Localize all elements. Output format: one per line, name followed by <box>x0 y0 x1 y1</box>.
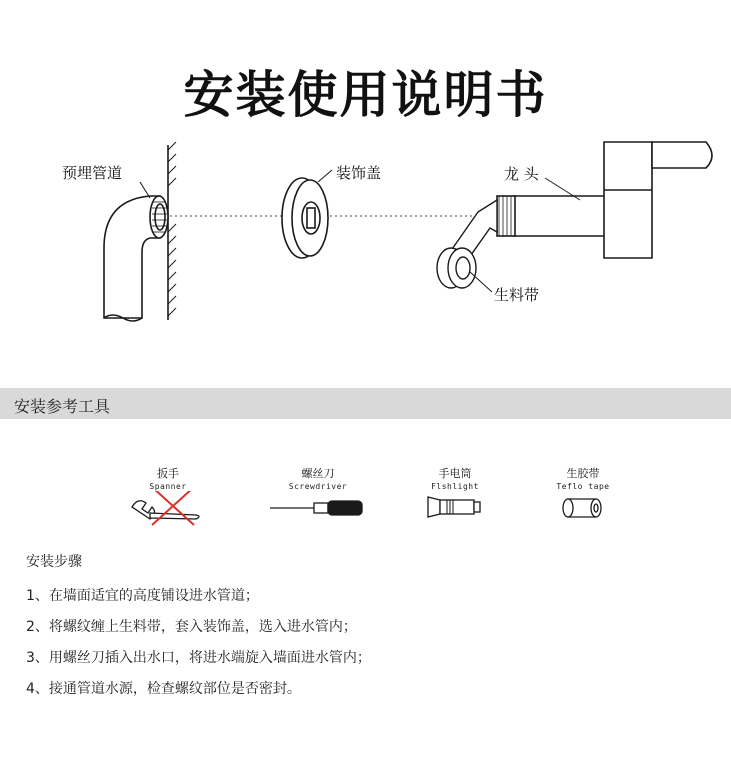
tool-name: 螺丝刀 <box>301 467 335 480</box>
tool-screwdriver <box>268 465 368 525</box>
step-item: 4、接通管道水源，检查螺纹部位是否密封。 <box>26 681 301 697</box>
tool-flashlight <box>420 465 490 525</box>
ptfe-tape-drawing <box>437 200 497 288</box>
tool-ptfe-tape <box>548 465 618 525</box>
tool-name-en: Flshlight <box>431 482 479 491</box>
installation-diagram <box>0 130 731 330</box>
faucet-drawing <box>497 142 712 258</box>
step-item: 2、将螺纹缠上生料带，套入装饰盖，选入进水管内； <box>26 619 357 635</box>
label-decorative-cover: 装饰盖 <box>336 164 382 182</box>
section-title: 安装参考工具 <box>14 397 111 416</box>
label-ptfe-tape: 生料带 <box>494 286 540 304</box>
installation-steps <box>26 551 371 709</box>
tool-name: 手电筒 <box>438 467 472 480</box>
decorative-cover-drawing <box>282 178 328 258</box>
embedded-pipe-drawing <box>104 196 168 321</box>
tool-name-en: Teflo tape <box>556 482 610 491</box>
page-title: 安装使用说明书 <box>183 65 548 124</box>
label-embedded-pipe: 预埋管道 <box>62 164 123 182</box>
spanner-crossed-icon <box>128 491 208 527</box>
tool-name: 扳手 <box>157 467 179 480</box>
flashlight-icon <box>420 491 490 521</box>
steps-list <box>26 585 371 709</box>
tool-name-en: Screwdriver <box>288 482 348 491</box>
label-faucet: 龙 头 <box>504 165 539 183</box>
tool-name-en: Spanner <box>149 482 187 491</box>
step-item: 1、在墙面适宜的高度铺设进水管道； <box>26 588 259 604</box>
section-header-bar <box>0 388 731 419</box>
step-item: 3、用螺丝刀插入出水口，将进水端旋入墙面进水管内； <box>26 650 371 666</box>
tape-roll-icon <box>548 491 618 521</box>
tool-name: 生胶带 <box>566 467 600 480</box>
screwdriver-icon <box>268 491 368 521</box>
steps-heading: 安装步骤 <box>26 554 82 570</box>
tool-spanner <box>128 465 208 531</box>
